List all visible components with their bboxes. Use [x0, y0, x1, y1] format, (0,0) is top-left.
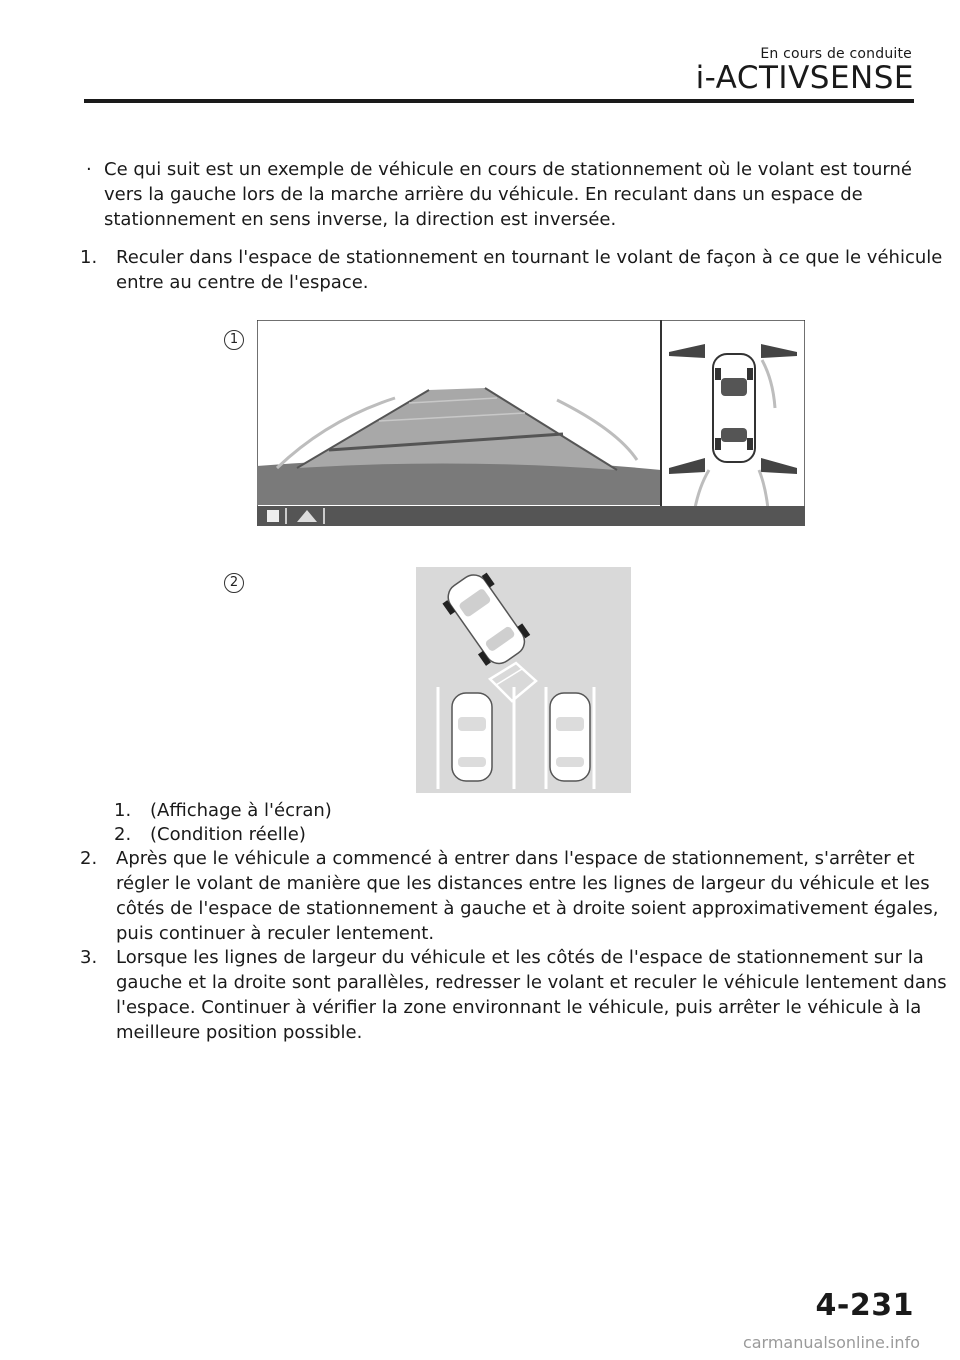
figure-marker-2: 2	[224, 573, 244, 593]
caption-2-text: (Condition réelle)	[150, 824, 306, 845]
step-2-number: 2.	[80, 848, 98, 869]
caption-2-number: 2.	[114, 824, 132, 845]
caption-1-number: 1.	[114, 800, 132, 821]
parked-car-left	[452, 693, 492, 781]
parked-car-right	[550, 693, 590, 781]
header-rule	[84, 99, 914, 103]
camera-status-bar	[257, 506, 805, 526]
step-3	[80, 945, 948, 1045]
page-number: 4-231	[815, 1288, 914, 1323]
caption-2	[114, 822, 306, 847]
camera-display-figure	[257, 320, 805, 526]
caption-1	[114, 798, 332, 823]
bullet-icon: ·	[86, 159, 92, 180]
step-2	[80, 846, 948, 946]
step-3-number: 3.	[80, 947, 98, 968]
page-title: i-ACTIVSENSE	[695, 60, 914, 96]
step-1-number: 1.	[80, 247, 98, 268]
caption-1-text: (Affichage à l'écran)	[150, 800, 332, 821]
figure-marker-1: 1	[224, 330, 244, 350]
watermark: carmanualsonline.info	[742, 1333, 920, 1352]
step-1-text: Reculer dans l'espace de stationnement en tournant le volant de façon à ce que le véhicule entre au centre de l'espace.	[116, 247, 943, 293]
actual-condition-figure	[416, 567, 631, 793]
header-section: En cours de conduite	[760, 46, 912, 62]
step-1	[80, 245, 948, 295]
parking-sensor-icon	[267, 510, 279, 522]
bullet-paragraph	[82, 157, 934, 232]
step-3-text: Lorsque les lignes de largeur du véhicule et les côtés de l'espace de stationnement sur la gauche et la droite sont parallèles, redresser le volant et reculer le véhicule lentement dans l'espace. Continuer à vérifier la zone environnant le véhicule, puis arrêter le véhicule à la meilleure position possible.	[116, 947, 947, 1043]
bullet-text: Ce qui suit est un exemple de véhicule en cours de stationnement où le volant est tourné vers la gauche lors de la marche arrière du véhicule. En reculant dans un espace de stationnement en sens inverse, la direction est inversée.	[104, 159, 912, 230]
step-2-text: Après que le véhicule a commencé à entrer dans l'espace de stationnement, s'arrêter et régler le volant de manière que les distances entre les lignes de largeur du véhicule et les côtés de l'espace de stationnement à gauche et à droite soient approximativement égales, puis continuer à reculer lentement.	[116, 848, 939, 944]
